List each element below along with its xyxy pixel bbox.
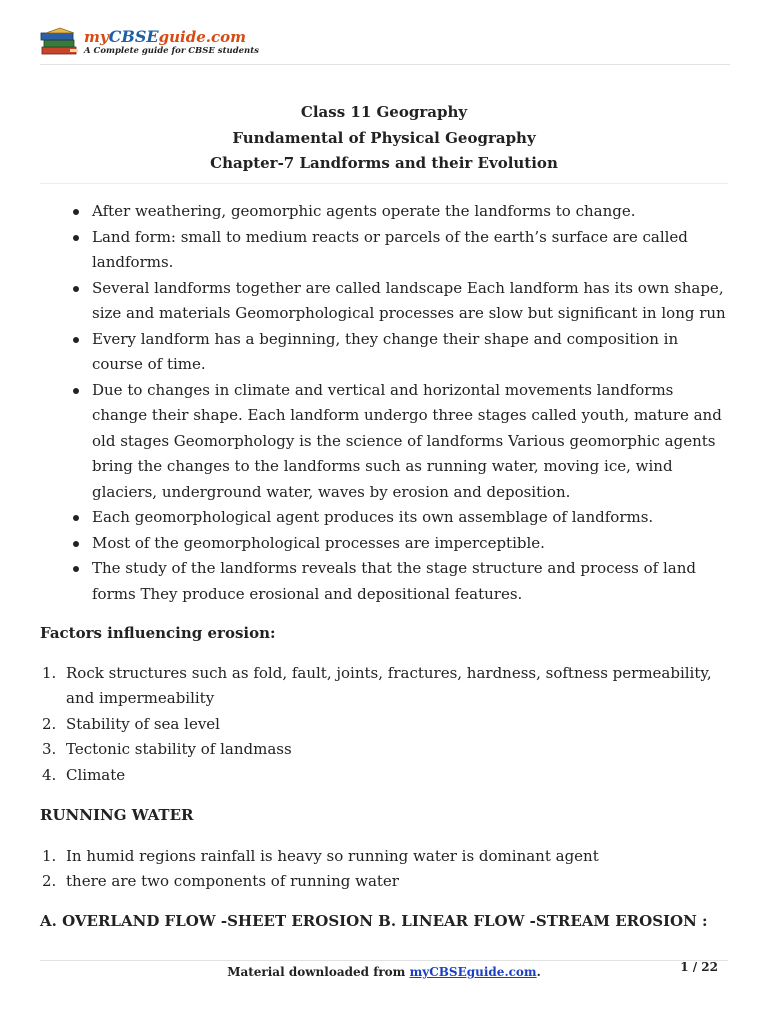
book-title: Fundamental of Physical Geography [232,128,536,147]
page-header [40,24,730,65]
notes-bullet-list [40,199,730,607]
document-titles [0,100,768,177]
document-body [40,199,730,934]
factors-heading: Factors influencing erosion: [40,624,276,642]
bullet-item: Land form: small to medium reacts or parcels of the earth’s surface are called landforms. [92,225,730,276]
list-item: 1. Rock structures such as fold, fault, joints, fractures, hardness, softness permeability, and impermeability [42,663,712,707]
logo-brand: myCBSEguide.com [84,26,246,46]
site-logo[interactable] [40,24,259,60]
page-number: 1 / 22 [680,960,718,974]
bullet-item: Due to changes in climate and vertical and horizontal movements landforms change their shape. Each landform undergo three stages called youth, mature and old stages Geomorphology is the science of landforms Various geomorphic agents bring the changes to the landforms such as running water, moving ice, wind glaciers, underground water, waves by erosion and deposition. [92,378,730,506]
footer-text: Material downloaded from [227,965,410,979]
list-item: 2. there are two components of running water [42,872,399,890]
footer-divider [40,960,728,961]
class-title: Class 11 Geography [300,103,468,121]
logo-tagline: A Complete guide for CBSE students [84,45,259,56]
bullet-item: Most of the geomorphological processes are imperceptible. [92,531,730,557]
bullet-item: After weathering, geomorphic agents operate the landforms to change. [92,199,730,225]
running-water-list [40,844,730,895]
title-divider [40,183,728,184]
bullet-item: Several landforms together are called landscape Each landform has its own shape, size and materials Geomorphological processes are slow but significant in long run [92,276,730,327]
chapter-title: Chapter-7 Landforms and their Evolution [210,154,558,172]
bullet-item: Each geomorphological agent produces its own assemblage of landforms. [92,505,730,531]
list-item: 2. Stability of sea level [42,714,220,733]
running-water-heading: RUNNING WATER [40,806,194,824]
list-item: 4. Climate [42,765,126,784]
bullet-item: Every landform has a beginning, they change their shape and composition in course of time. [92,327,730,378]
footer-link[interactable]: myCBSEguide.com [409,965,537,979]
factors-list [40,661,730,789]
page-footer: Material downloaded from myCBSEguide.com. [227,965,541,979]
overland-flow-heading: A. OVERLAND FLOW -SHEET EROSION B. LINEAR FLOW -STREAM EROSION : [40,911,708,930]
list-item: 3. Tectonic stability of landmass [42,740,292,758]
books-icon [40,27,80,57]
bullet-item: The study of the landforms reveals that the stage structure and process of land forms They produce erosional and depositional features. [92,556,730,607]
list-item: 1. In humid regions rainfall is heavy so running water is dominant agent [42,846,599,865]
